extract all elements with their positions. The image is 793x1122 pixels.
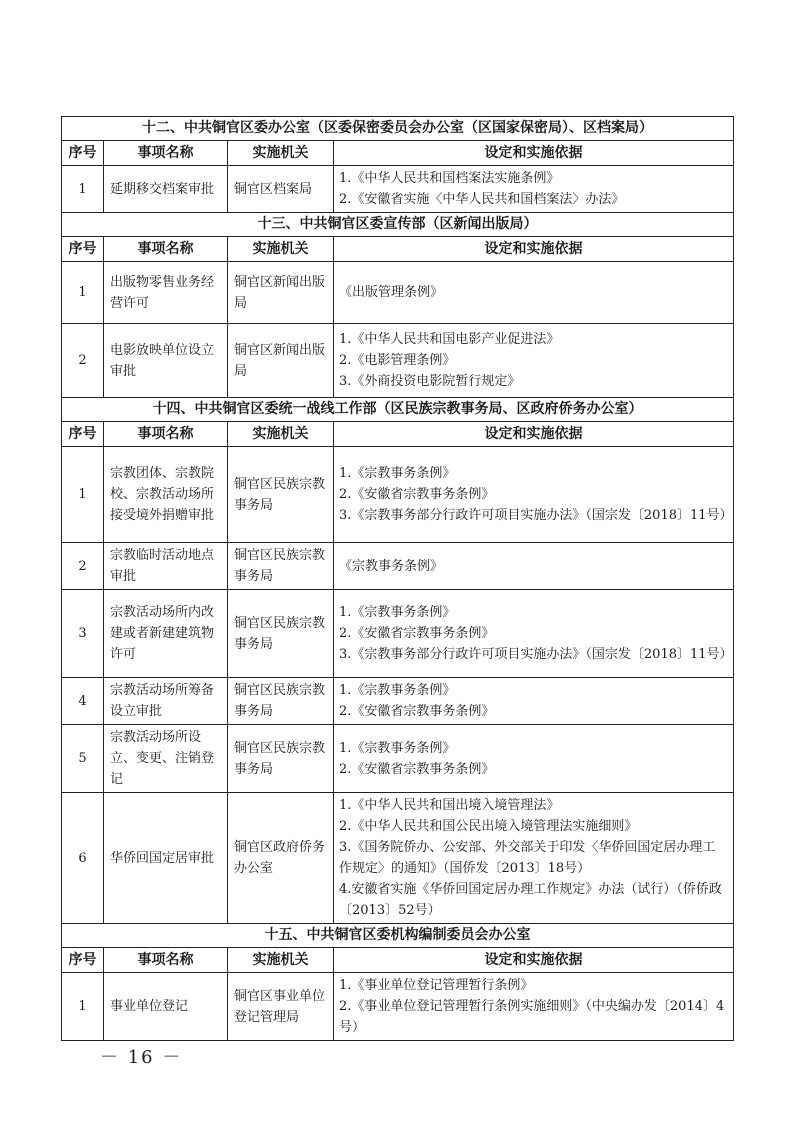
table-row bbox=[62, 725, 734, 793]
column-header-row bbox=[62, 422, 734, 447]
basis-line: 2.《安徽省实施〈中华人民共和国档案法〉办法》 bbox=[339, 192, 625, 207]
cell-no: 2 bbox=[62, 543, 104, 590]
basis-line: 2.《电影管理条例》 bbox=[339, 353, 456, 368]
cell-item-name: 事业单位登记 bbox=[104, 973, 228, 1041]
table-row bbox=[62, 793, 734, 924]
cell-basis bbox=[334, 973, 734, 1041]
cell-agency: 铜官区档案局 bbox=[228, 166, 334, 213]
table-row bbox=[62, 678, 734, 725]
basis-line: 3.《宗教事务部分行政许可项目实施办法》（国宗发〔2018〕11号） bbox=[339, 647, 733, 662]
column-header-row bbox=[62, 141, 734, 166]
table-row bbox=[62, 590, 734, 678]
cell-item-name: 出版物零售业务经营许可 bbox=[104, 262, 228, 324]
cell-item-name: 电影放映单位设立审批 bbox=[104, 324, 228, 398]
basis-line: 2.《中华人民共和国公民出境入境管理法实施细则》 bbox=[339, 819, 638, 834]
header-item-name: 事项名称 bbox=[104, 422, 228, 447]
cell-basis bbox=[334, 590, 734, 678]
basis-line: 《宗教事务条例》 bbox=[339, 558, 444, 574]
cell-agency: 铜官区政府侨务办公室 bbox=[228, 793, 334, 924]
cell-item-name: 延期移交档案审批 bbox=[104, 166, 228, 213]
cell-item-name: 宗教团体、宗教院校、宗教活动场所接受境外捐赠审批 bbox=[104, 447, 228, 543]
section-title: 十五、中共铜官区委机构编制委员会办公室 bbox=[62, 924, 734, 948]
basis-line: 2.《安徽省宗教事务条例》 bbox=[339, 761, 495, 777]
basis-line: 1.《中华人民共和国档案法实施条例》 bbox=[339, 171, 560, 186]
basis-line: 1.《宗教事务条例》 bbox=[339, 740, 456, 756]
page-number: － 16 － bbox=[100, 1047, 183, 1068]
section-title: 十三、中共铜官区委宣传部（区新闻出版局） bbox=[62, 213, 734, 237]
cell-item-name: 华侨回国定居审批 bbox=[104, 793, 228, 924]
table-row bbox=[62, 262, 734, 324]
header-no: 序号 bbox=[62, 237, 104, 262]
basis-line: 3.《宗教事务部分行政许可项目实施办法》（国宗发〔2018〕11号） bbox=[339, 508, 733, 523]
cell-agency: 铜官区事业单位登记管理局 bbox=[228, 973, 334, 1041]
cell-basis bbox=[334, 543, 734, 590]
basis-line: 1.《宗教事务条例》 bbox=[339, 683, 456, 698]
section-title-row bbox=[62, 398, 734, 422]
section-title: 十四、中共铜官区委统一战线工作部（区民族宗教事务局、区政府侨务办公室） bbox=[62, 398, 734, 422]
cell-basis bbox=[334, 324, 734, 398]
cell-agency: 铜官区民族宗教事务局 bbox=[228, 447, 334, 543]
basis-line: 2.《事业单位登记管理暂行条例实施细则》（中央编办发〔2014〕4号） bbox=[339, 999, 725, 1035]
cell-basis bbox=[334, 166, 734, 213]
cell-no: 5 bbox=[62, 725, 104, 793]
cell-no: 3 bbox=[62, 590, 104, 678]
cell-agency: 铜官区民族宗教事务局 bbox=[228, 543, 334, 590]
cell-basis bbox=[334, 678, 734, 725]
cell-no: 6 bbox=[62, 793, 104, 924]
cell-basis bbox=[334, 793, 734, 924]
basis-line: 1.《事业单位登记管理暂行条例》 bbox=[339, 978, 534, 993]
cell-agency: 铜官区新闻出版局 bbox=[228, 324, 334, 398]
header-basis: 设定和实施依据 bbox=[334, 422, 734, 447]
section-title-row bbox=[62, 213, 734, 237]
basis-line: 3.《国务院侨办、公安部、外交部关于印发〈华侨回国定居办理工作规定〉的通知》（国侨发〔2013〕18号） bbox=[339, 840, 716, 876]
section-title-row bbox=[62, 117, 734, 141]
header-no: 序号 bbox=[62, 141, 104, 166]
basis-line: 2.《安徽省宗教事务条例》 bbox=[339, 704, 495, 719]
cell-no: 1 bbox=[62, 447, 104, 543]
header-item-name: 事项名称 bbox=[104, 141, 228, 166]
table-body bbox=[62, 117, 734, 1041]
cell-item-name: 宗教活动场所筹备设立审批 bbox=[104, 678, 228, 725]
cell-agency: 铜官区民族宗教事务局 bbox=[228, 590, 334, 678]
header-basis: 设定和实施依据 bbox=[334, 141, 734, 166]
document-table-container bbox=[61, 116, 733, 1041]
table-row bbox=[62, 166, 734, 213]
basis-line: 1.《宗教事务条例》 bbox=[339, 466, 456, 481]
table-row bbox=[62, 973, 734, 1041]
basis-line: 2.《安徽省宗教事务条例》 bbox=[339, 487, 495, 502]
approval-items-table bbox=[61, 116, 734, 1041]
cell-no: 1 bbox=[62, 166, 104, 213]
basis-line: 4.安徽省实施《华侨回国定居办理工作规定》办法（试行）（侨侨政〔2013〕52号） bbox=[339, 882, 722, 918]
table-row bbox=[62, 324, 734, 398]
cell-item-name: 宗教临时活动地点审批 bbox=[104, 543, 228, 590]
header-agency: 实施机关 bbox=[228, 141, 334, 166]
cell-no: 1 bbox=[62, 262, 104, 324]
cell-no: 2 bbox=[62, 324, 104, 398]
header-no: 序号 bbox=[62, 422, 104, 447]
cell-item-name: 宗教活动场所设立、变更、注销登记 bbox=[104, 725, 228, 793]
cell-no: 4 bbox=[62, 678, 104, 725]
header-basis: 设定和实施依据 bbox=[334, 948, 734, 973]
section-title: 十二、中共铜官区委办公室（区委保密委员会办公室（区国家保密局）、区档案局） bbox=[62, 117, 734, 141]
cell-agency: 铜官区民族宗教事务局 bbox=[228, 678, 334, 725]
header-basis: 设定和实施依据 bbox=[334, 237, 734, 262]
table-row bbox=[62, 447, 734, 543]
cell-basis bbox=[334, 447, 734, 543]
basis-line: 3.《外商投资电影院暂行规定》 bbox=[339, 374, 521, 389]
basis-line: 1.《宗教事务条例》 bbox=[339, 605, 456, 620]
header-item-name: 事项名称 bbox=[104, 237, 228, 262]
basis-line: 1.《中华人民共和国电影产业促进法》 bbox=[339, 332, 560, 347]
basis-line: 《出版管理条例》 bbox=[339, 285, 444, 300]
cell-basis bbox=[334, 725, 734, 793]
cell-no: 1 bbox=[62, 973, 104, 1041]
cell-agency: 铜官区民族宗教事务局 bbox=[228, 725, 334, 793]
cell-agency: 铜官区新闻出版局 bbox=[228, 262, 334, 324]
column-header-row bbox=[62, 237, 734, 262]
cell-item-name: 宗教活动场所内改建或者新建建筑物许可 bbox=[104, 590, 228, 678]
header-item-name: 事项名称 bbox=[104, 948, 228, 973]
column-header-row bbox=[62, 948, 734, 973]
header-agency: 实施机关 bbox=[228, 237, 334, 262]
header-agency: 实施机关 bbox=[228, 948, 334, 973]
header-no: 序号 bbox=[62, 948, 104, 973]
basis-line: 2.《安徽省宗教事务条例》 bbox=[339, 626, 495, 641]
table-row bbox=[62, 543, 734, 590]
header-agency: 实施机关 bbox=[228, 422, 334, 447]
basis-line: 1.《中华人民共和国出境入境管理法》 bbox=[339, 798, 560, 813]
section-title-row bbox=[62, 924, 734, 948]
cell-basis bbox=[334, 262, 734, 324]
